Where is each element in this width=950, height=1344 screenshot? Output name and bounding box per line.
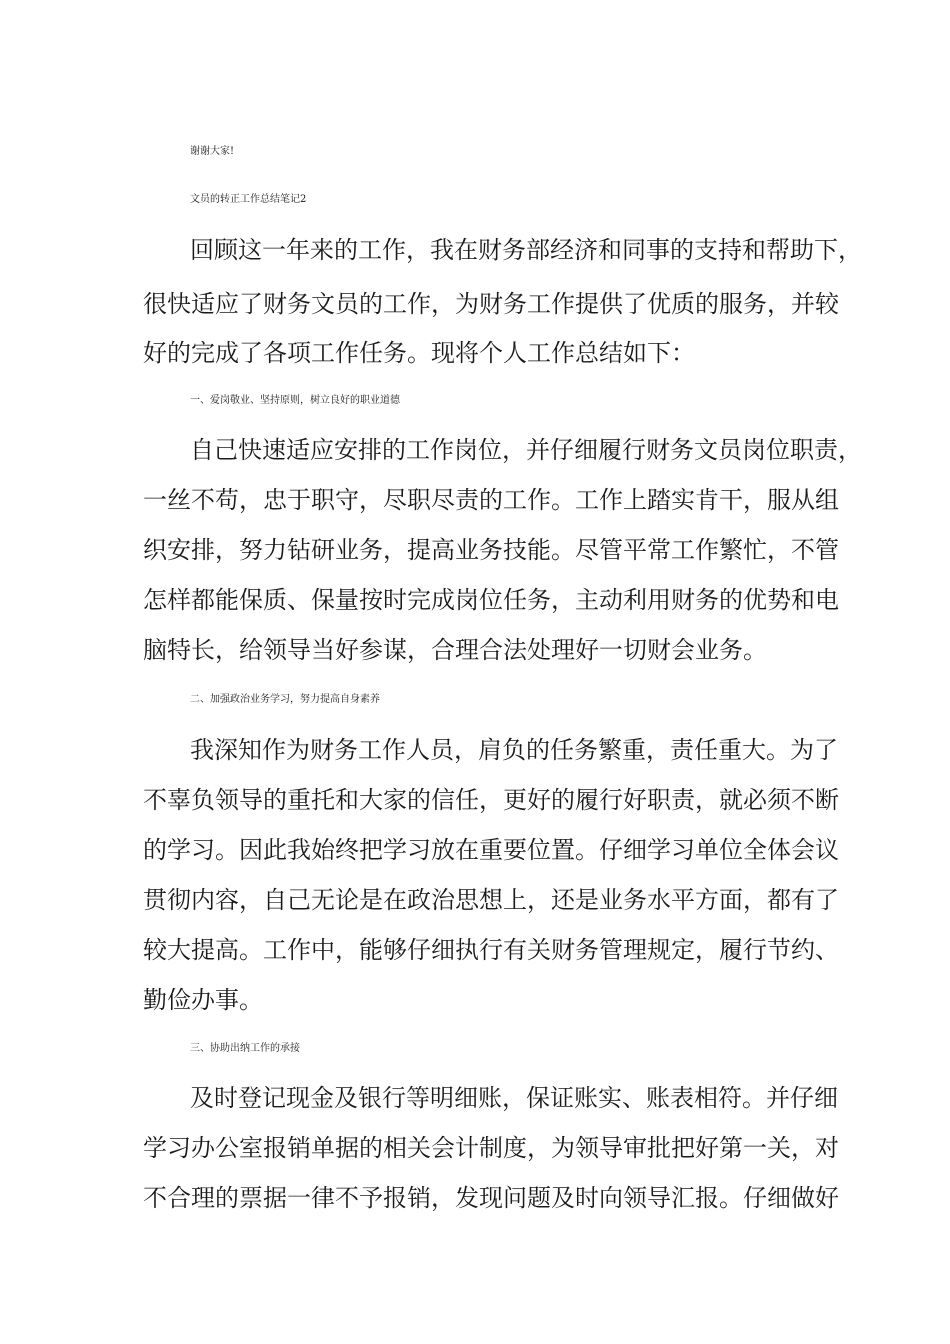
section-heading-3: 三、协助出纳工作的承接 [190, 1043, 300, 1054]
paragraph-3-line-1: 我深知作为财务工作人员，肩负的任务繁重，责任重大。为了 [190, 736, 838, 764]
paragraph-4-line-2: 学习办公室报销单据的相关会计制度，为领导审批把好第一关，对 [143, 1134, 839, 1162]
paragraph-1-line-1: 回顾这一年来的工作，我在财务部经济和同事的支持和帮助下， [190, 236, 862, 264]
paragraph-2-line-4: 怎样都能保质、保量按时完成岗位任务，主动利用财务的优势和电 [143, 586, 839, 614]
paragraph-2-line-2: 一丝不苟，忠于职守，尽职尽责的工作。工作上踏实肯干，服从组 [143, 486, 839, 514]
paragraph-4-line-3: 不合理的票据一律不予报销，发现问题及时向领导汇报。仔细做好 [143, 1184, 839, 1212]
paragraph-1-line-3: 好的完成了各项工作任务。现将个人工作总结如下： [143, 339, 695, 367]
paragraph-3-line-2: 不辜负领导的重托和大家的信任，更好的履行好职责，就必须不断 [143, 786, 839, 814]
paragraph-3-line-5: 较大提高。工作中，能够仔细执行有关财务管理规定，履行节约、 [143, 936, 839, 964]
document-title: 文员的转正工作总结笔记2 [190, 194, 307, 205]
section-heading-2: 二、加强政治业务学习，努力提高自身素养 [190, 694, 380, 705]
paragraph-2-line-1: 自己快速适应安排的工作岗位，并仔细履行财务文员岗位职责， [190, 436, 862, 464]
paragraph-2-line-3: 织安排，努力钻研业务，提高业务技能。尽管平常工作繁忙，不管 [143, 536, 839, 564]
paragraph-3-line-6: 勤俭办事。 [143, 986, 263, 1014]
closing-line: 谢谢大家! [190, 146, 235, 157]
paragraph-1-line-2: 很快适应了财务文员的工作，为财务工作提供了优质的服务，并较 [143, 290, 839, 318]
paragraph-3-line-4: 贯彻内容，自己无论是在政治思想上，还是业务水平方面，都有了 [143, 886, 839, 914]
paragraph-2-line-5: 脑特长，给领导当好参谋，合理合法处理好一切财会业务。 [143, 636, 767, 664]
paragraph-4-line-1: 及时登记现金及银行等明细账，保证账实、账表相符。并仔细 [190, 1084, 838, 1112]
paragraph-3-line-3: 的学习。因此我始终把学习放在重要位置。仔细学习单位全体会议 [143, 836, 839, 864]
section-heading-1: 一、爱岗敬业、坚持原则，树立良好的职业道德 [190, 395, 400, 406]
